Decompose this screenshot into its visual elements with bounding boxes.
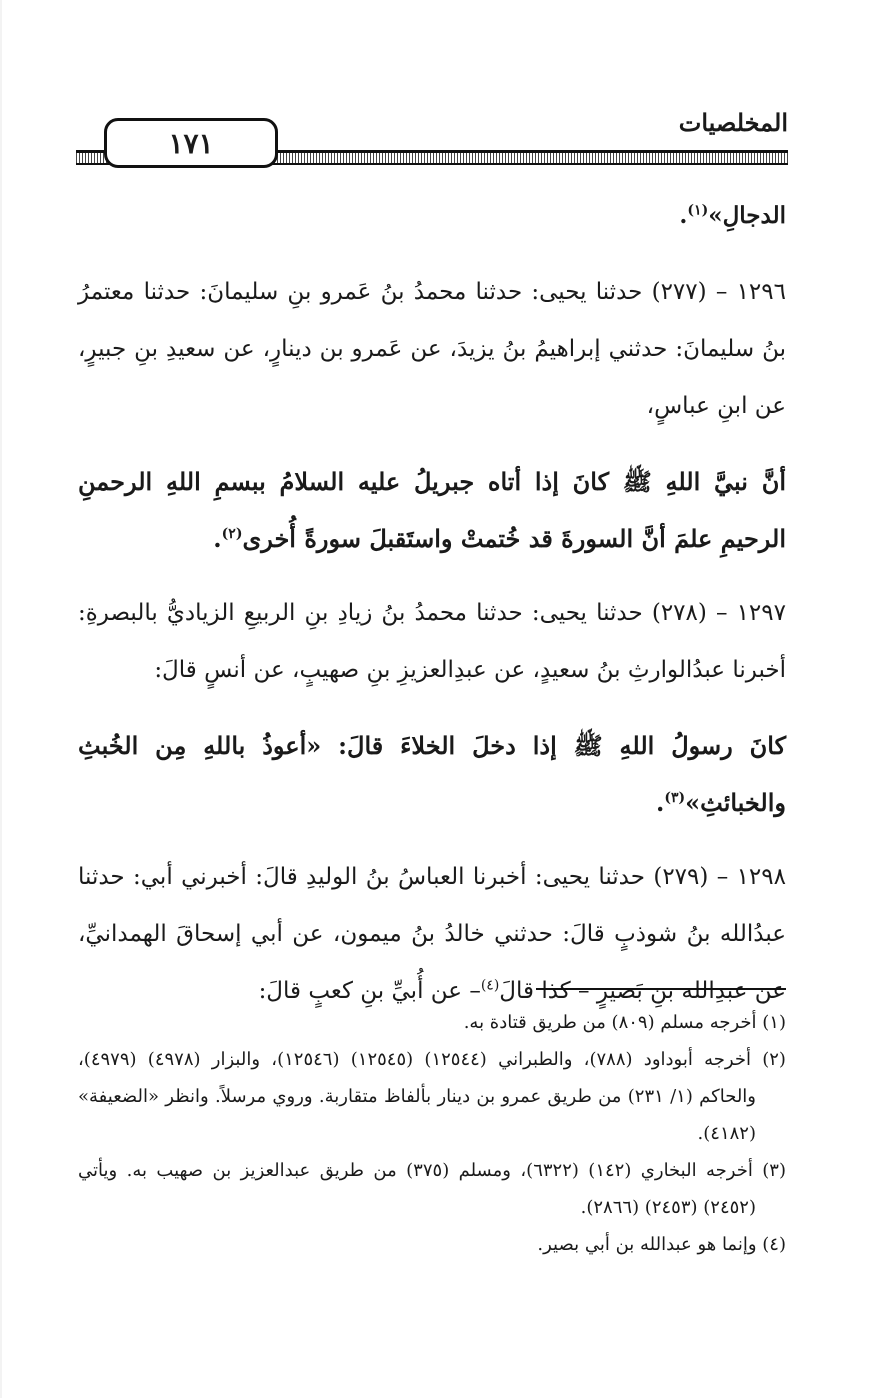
continuation-end: . xyxy=(679,202,688,229)
hadith-1296-isnad: ١٢٩٦ – (٢٧٧) حدثنا يحيى: حدثنا محمدُ بنُ عَمرو بنِ سليمانَ: حدثنا معتمرُ بنُ سليمانَ: حدثني إبراهيمُ بنُ يزيدَ، عن عَمرو بن دينارٍ، عن سعيدِ بنِ جبيرٍ، عن ابنِ عباسٍ، xyxy=(78,279,786,419)
page-number: ١٧١ xyxy=(104,118,278,168)
page-header xyxy=(76,100,788,164)
hadith-1296-end: . xyxy=(213,524,222,553)
hadith-1297-matn xyxy=(78,717,786,831)
footnote-ref-2: (٢) xyxy=(221,526,243,542)
footnote-3: (٣) أخرجه البخاري (١٤٢) (٦٣٢٢)، ومسلم (٣٧٥) من طريق عبدالعزيز بن صهيب به. ويأتي (٢٤٥٢) (٢٤٥٣) (٢٨٦٦). xyxy=(78,1160,786,1218)
hadith-1296-text: أنَّ نبيَّ اللهِ ﷺ كانَ إذا أتاه جبريلُ عليه السلامُ ببسمِ اللهِ الرحمنِ الرحيمِ علمَ أنَّ السورةَ قد خُتمتْ واستَقبلَ سورةً أُخرى xyxy=(78,467,786,553)
footnote-1: (١) أخرجه مسلم (٨٠٩) من طريق قتادة به. xyxy=(463,1012,786,1033)
page-edge xyxy=(0,0,2,1398)
footnote-separator xyxy=(536,988,786,990)
running-title: المخلصيات xyxy=(678,108,788,137)
hadith-1298-chain-b: – عن أُبيِّ بنِ كعبٍ قالَ: xyxy=(258,978,481,1004)
hadith-1296-matn xyxy=(78,453,786,567)
main-text xyxy=(78,186,786,1038)
continuation-text: الدجالِ» xyxy=(708,202,786,229)
footnotes xyxy=(78,1004,786,1263)
footnote-ref-1: (١) xyxy=(687,202,709,219)
hadith-1297-isnad: ١٢٩٧ – (٢٧٨) حدثنا يحيى: حدثنا محمدُ بنُ زيادِ بنِ الربيعِ الزياديُّ بالبصرةِ: أخبرنا عبدُالوارثِ بنُ سعيدٍ، عن عبدِالعزيزِ بنِ صهيبٍ، عن أنسٍ قالَ: xyxy=(78,600,786,683)
hadith-1297-end: . xyxy=(655,788,665,817)
hadith-1298-isnad xyxy=(78,849,786,1020)
continuation-paragraph xyxy=(78,186,786,246)
footnote-4: (٤) وإنما هو عبدالله بن أبي بصير. xyxy=(537,1234,786,1255)
hadith-1297-text: كانَ رسولُ اللهِ ﷺ إذا دخلَ الخلاءَ قالَ: «أعوذُ باللهِ مِن الخُبثِ والخبائثِ» xyxy=(78,731,786,817)
footnote-ref-3: (٣) xyxy=(664,790,686,806)
footnote-ref-4: (٤) xyxy=(480,977,500,994)
hadith-1298-chain-a: ١٢٩٨ – (٢٧٩) حدثنا يحيى: أخبرنا العباسُ بنُ الوليدِ قالَ: أخبرني أبي: حدثنا عبدُالله بنُ شوذبٍ قالَ: حدثني خالدُ بنُ ميمون، عن أبي إسحاقَ الهمدانيِّ، عن عبدِالله بنِ بَصيرٍ – كذا قالَ xyxy=(78,864,786,1004)
footnote-2: (٢) أخرجه أبوداود (٧٨٨)، والطبراني (١٢٥٤٤) (١٢٥٤٥) (١٢٥٤٦)، والبزار (٤٩٧٨) (٤٩٧٩)، والحاكم (١/ ٢٣١) من طريق عمرو بن دينار بألفاظ متقاربة. وروي مرسلاً. وانظر «الضعيفة» (٤١٨٢). xyxy=(78,1049,786,1144)
